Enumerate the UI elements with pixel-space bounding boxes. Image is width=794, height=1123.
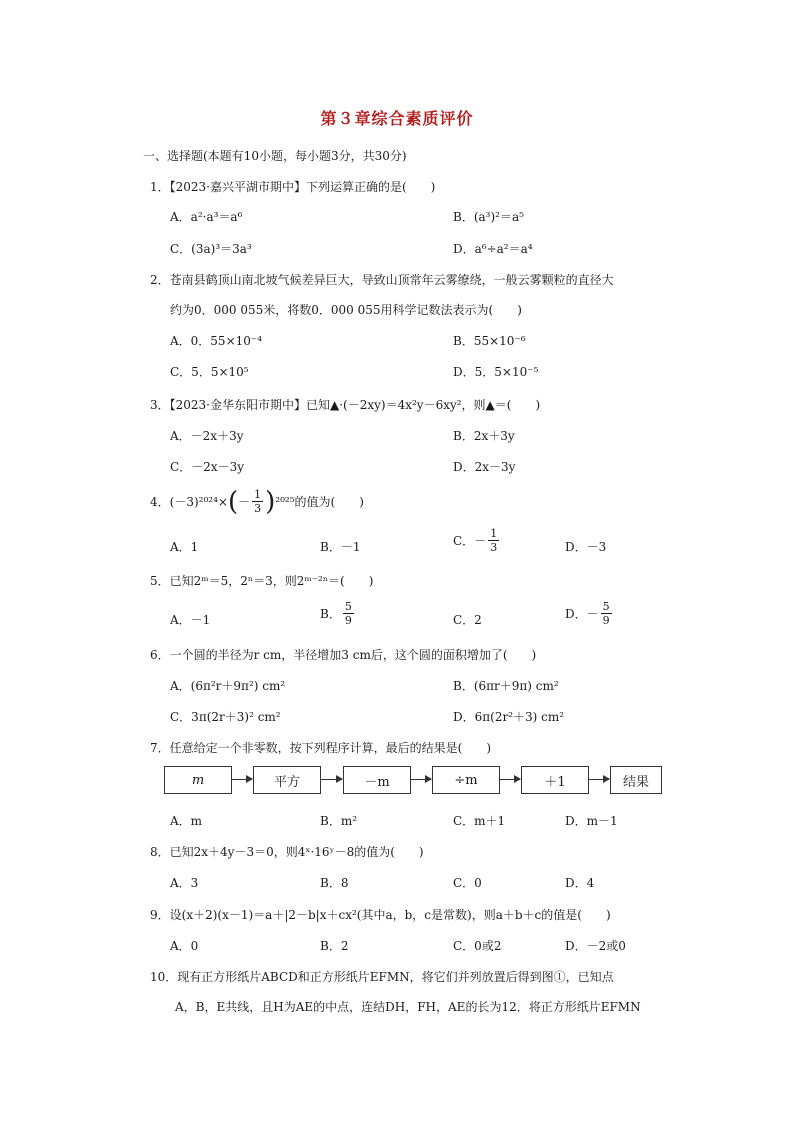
q3-stem: 3．【2023·金华东阳市期中】已知▲·(－2xy)＝4x²y－6xy²，则▲＝( )	[150, 398, 541, 412]
flow-arrow-4	[500, 779, 520, 780]
q1-option-c: C．(3a)³＝3a³	[170, 242, 252, 256]
q7-option-a: A．m	[170, 814, 203, 828]
q5-option-d-prefix: D．－	[565, 607, 599, 621]
q2-option-a: A．0．55×10⁻⁴	[170, 334, 263, 348]
q2-option-c: C．5．5×10⁵	[170, 365, 249, 379]
q5-option-c: C．2	[453, 613, 482, 627]
q3-option-a: A．－2x＋3y	[170, 429, 244, 443]
q4-stem-suffix: ²⁰²⁵的值为( )	[275, 495, 364, 509]
q9-option-c: C．0或2	[453, 939, 502, 953]
q4-option-b: B．－1	[320, 540, 361, 554]
flow-box-m: m	[164, 766, 232, 794]
q6-stem: 6．一个圆的半径为r cm，半径增加3 cm后，这个圆的面积增加了( )	[150, 648, 537, 662]
q8-stem: 8．已知2x＋4y－3＝0，则4ˣ·16ʸ－8的值为( )	[150, 845, 424, 859]
q7-stem: 7．任意给定一个非零数，按下列程序计算，最后的结果是( )	[150, 741, 492, 755]
q7-option-c: C．m＋1	[453, 814, 506, 828]
q5-option-d-fraction	[601, 600, 612, 627]
q4-option-a: A．1	[170, 540, 199, 554]
q3-option-c: C．－2x－3y	[170, 460, 244, 474]
flow-box-square: 平方	[253, 766, 321, 794]
q4-option-c-fraction	[488, 527, 499, 554]
q4-option-c-numerator: 1	[490, 527, 498, 540]
flow-arrow-3	[411, 779, 431, 780]
q2-option-b: B．55×10⁻⁶	[453, 334, 526, 348]
q4-option-c-prefix: C．－	[453, 534, 487, 548]
q7-option-d: D．m－1	[565, 814, 618, 828]
q4-stem: 4．(－3)²⁰²⁴× ( － $\frac{1}{3}$ ) ²⁰²⁵的值为( )	[150, 486, 364, 517]
q5-option-d-numerator: 5	[602, 600, 610, 613]
page-title: 第３章综合素质评价	[320, 109, 474, 128]
q6-option-d: D．6π(2r²＋3) cm²	[453, 710, 565, 724]
flow-box-result: 结果	[610, 766, 662, 794]
q3-option-d: D．2x－3y	[453, 460, 516, 474]
q4-stem-prefix: 4．(－3)²⁰²⁴×	[150, 495, 228, 509]
q4-option-d: D．－3	[565, 540, 607, 554]
q9-option-d: D．－2或0	[565, 939, 626, 953]
q10-stem-line1: 10．现有正方形纸片ABCD和正方形纸片EFMN，将它们并列放置后得到图①，已知点	[150, 970, 614, 984]
q5-option-b-prefix: B．	[320, 607, 341, 621]
q4-option-c	[453, 527, 501, 554]
q1-option-b: B．(a³)²＝a⁵	[453, 210, 524, 224]
q2-stem-line2: 约为0．000 055米，将数0．000 055用科学记数法表示为( )	[170, 303, 522, 317]
q5-stem: 5．已知2ᵐ＝5，2ⁿ＝3，则2ᵐ⁻²ⁿ＝( )	[150, 574, 374, 588]
flow-arrow-5	[589, 779, 609, 780]
q1-option-d: D．a⁶÷a²＝a⁴	[453, 242, 533, 256]
q5-option-b-denominator: 9	[344, 614, 352, 627]
q2-option-d: D．5．5×10⁻⁵	[453, 365, 539, 379]
q5-option-b-fraction	[343, 600, 354, 627]
flow-box-minus-m: －m	[343, 766, 411, 794]
q4-option-c-denominator: 3	[490, 541, 498, 554]
flow-box-divide-m: ÷m	[432, 766, 500, 794]
q4-fraction-denominator: 3	[254, 502, 262, 515]
q6-option-a: A．(6π²r＋9π²) cm²	[170, 679, 286, 693]
q9-option-a: A．0	[170, 939, 199, 953]
q8-option-c: C．0	[453, 876, 482, 890]
q5-option-b	[320, 600, 356, 627]
q5-option-b-numerator: 5	[344, 600, 352, 613]
q4-fraction	[252, 488, 263, 515]
q5-option-a: A．－1	[170, 613, 211, 627]
q6-option-c: C．3π(2r＋3)² cm²	[170, 710, 281, 724]
q1-option-a: A．a²·a³＝a⁶	[170, 210, 243, 224]
q3-option-b: B．2x＋3y	[453, 429, 515, 443]
q9-stem: 9．设(x＋2)(x－1)＝a＋|2－b|x＋cx²(其中a，b，c是常数)，则a＋b＋c的值是( )	[150, 908, 611, 922]
q5-option-d-denominator: 9	[602, 614, 610, 627]
q7-option-b: B．m²	[320, 814, 358, 828]
q4-fraction-numerator: 1	[254, 488, 262, 501]
section-heading: 一、选择题(本题有10小题，每小题3分，共30分)	[143, 149, 407, 163]
q8-option-b: B．8	[320, 876, 349, 890]
flow-box-plus-1: ＋1	[521, 766, 589, 794]
flow-arrow-1	[232, 779, 252, 780]
q5-option-d	[565, 600, 614, 627]
q9-option-b: B．2	[320, 939, 349, 953]
q2-stem-line1: 2．苍南县鹤顶山南北坡气候差异巨大，导致山顶常年云雾缭绕，一般云雾颗粒的直径大	[150, 273, 614, 287]
flow-arrow-2	[321, 779, 342, 780]
q8-option-a: A．3	[170, 876, 199, 890]
q6-option-b: B．(6πr＋9π) cm²	[453, 679, 559, 693]
q1-stem: 1．【2023·嘉兴平湖市期中】下列运算正确的是( )	[150, 180, 436, 194]
q8-option-d: D．4	[565, 876, 595, 890]
q10-stem-line2: A，B，E共线，且H为AE的中点，连结DH，FH，AE的长为12．将正方形纸片EFMN	[175, 1000, 641, 1014]
